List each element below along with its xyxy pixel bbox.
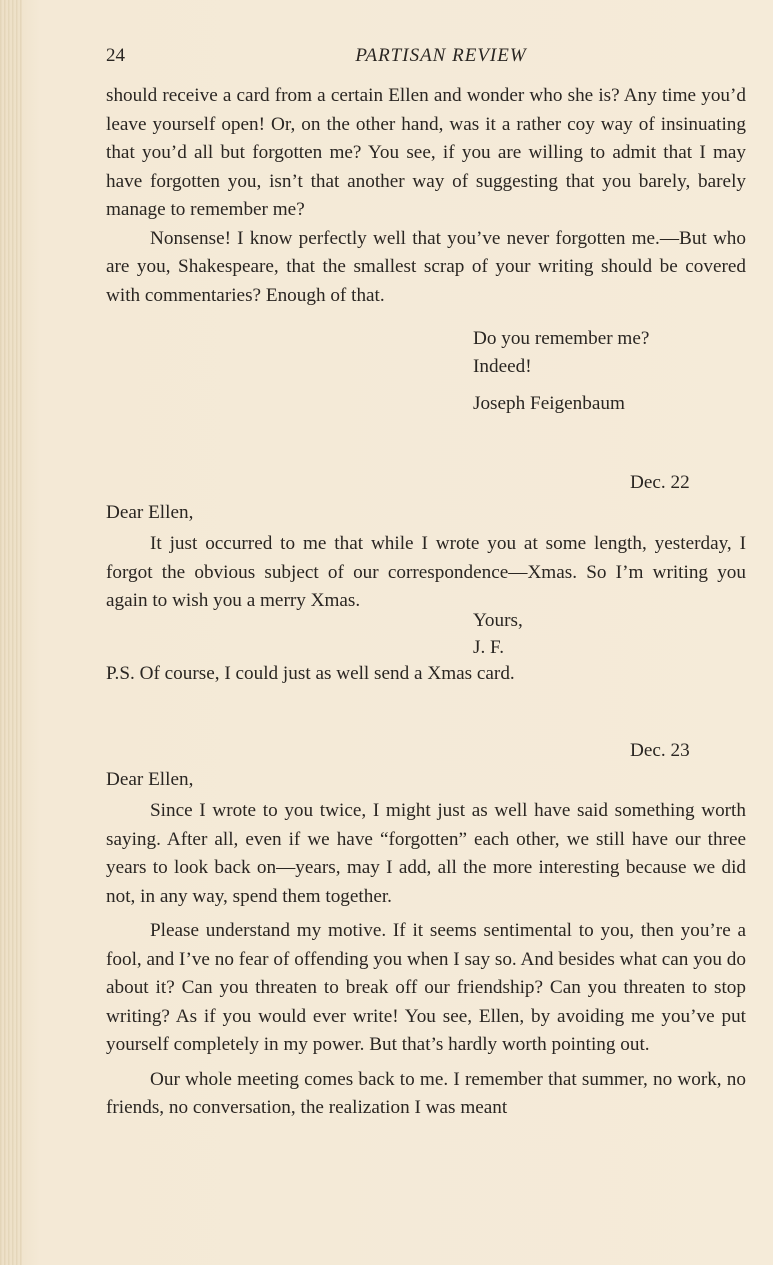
letter2-date: Dec. 22 <box>630 472 690 493</box>
letter2-paragraph-1: It just occurred to me that while I wrote you at some length, yesterday, I forgot the obvious subject of our correspondence—Xmas. So I’m writing you again to wish you a merry Xmas. <box>106 533 746 611</box>
page-number: 24 <box>106 45 125 66</box>
letter3-paragraph-3: Our whole meeting comes back to me. I remember that summer, no work, no friends, no conversation, the realization I was meant <box>106 1068 746 1118</box>
journal-title: PARTISAN REVIEW <box>355 45 527 66</box>
page-gutter <box>0 0 22 1265</box>
letter1-closing-1: Do you remember me? <box>473 328 650 349</box>
letter3-date: Dec. 23 <box>630 740 690 761</box>
letter1-body <box>106 82 746 310</box>
letter3-paragraph-1: Since I wrote to you twice, I might just as well have said something worth saying. After all, even if we have “forgotten” each other, we still have our three years to look back on—years, may I add, all the more interesting because we did not, in any way, spend them together. <box>106 800 746 907</box>
letter2-closing: Yours, <box>473 610 523 631</box>
letter2-salutation: Dear Ellen, <box>106 502 194 523</box>
letter1-paragraph-2: Nonsense! I know perfectly well that you’ve never forgotten me.—But who are you, Shakespeare, that the smallest scrap of your writing should be covered with commentaries? Enough of that. <box>106 227 746 306</box>
running-header <box>106 45 746 73</box>
letter3-body <box>106 797 746 1123</box>
letter3-paragraph-2: Please understand my motive. If it seems sentimental to you, then you’re a fool, and I’ve no fear of offending you when I say so. And besides what can you do about it? Can you threaten to break off our friendship? Can you threaten to stop writing? As if you would ever write! You see, Ellen, by avoiding me you’ve put yourself completely in my power. But that’s hardly worth pointing out. <box>106 920 746 1055</box>
letter1-paragraph-1: should receive a card from a certain Ellen and wonder who she is? Any time you’d leave yourself open! Or, on the other hand, was it a rather coy way of insinuating that you’d all but forgotten me? You see, if you are willing to admit that I may have forgotten you, isn’t that another way of suggesting that you barely, barely manage to remember me? <box>106 85 746 220</box>
letter3-salutation: Dear Ellen, <box>106 769 194 790</box>
letter1-closing-2: Indeed! <box>473 356 532 377</box>
letter2-signature: J. F. <box>473 637 504 658</box>
letter1-signature: Joseph Feigenbaum <box>473 393 625 414</box>
letter2-body <box>106 530 746 616</box>
letter2-postscript: P.S. Of course, I could just as well send a Xmas card. <box>106 663 515 684</box>
